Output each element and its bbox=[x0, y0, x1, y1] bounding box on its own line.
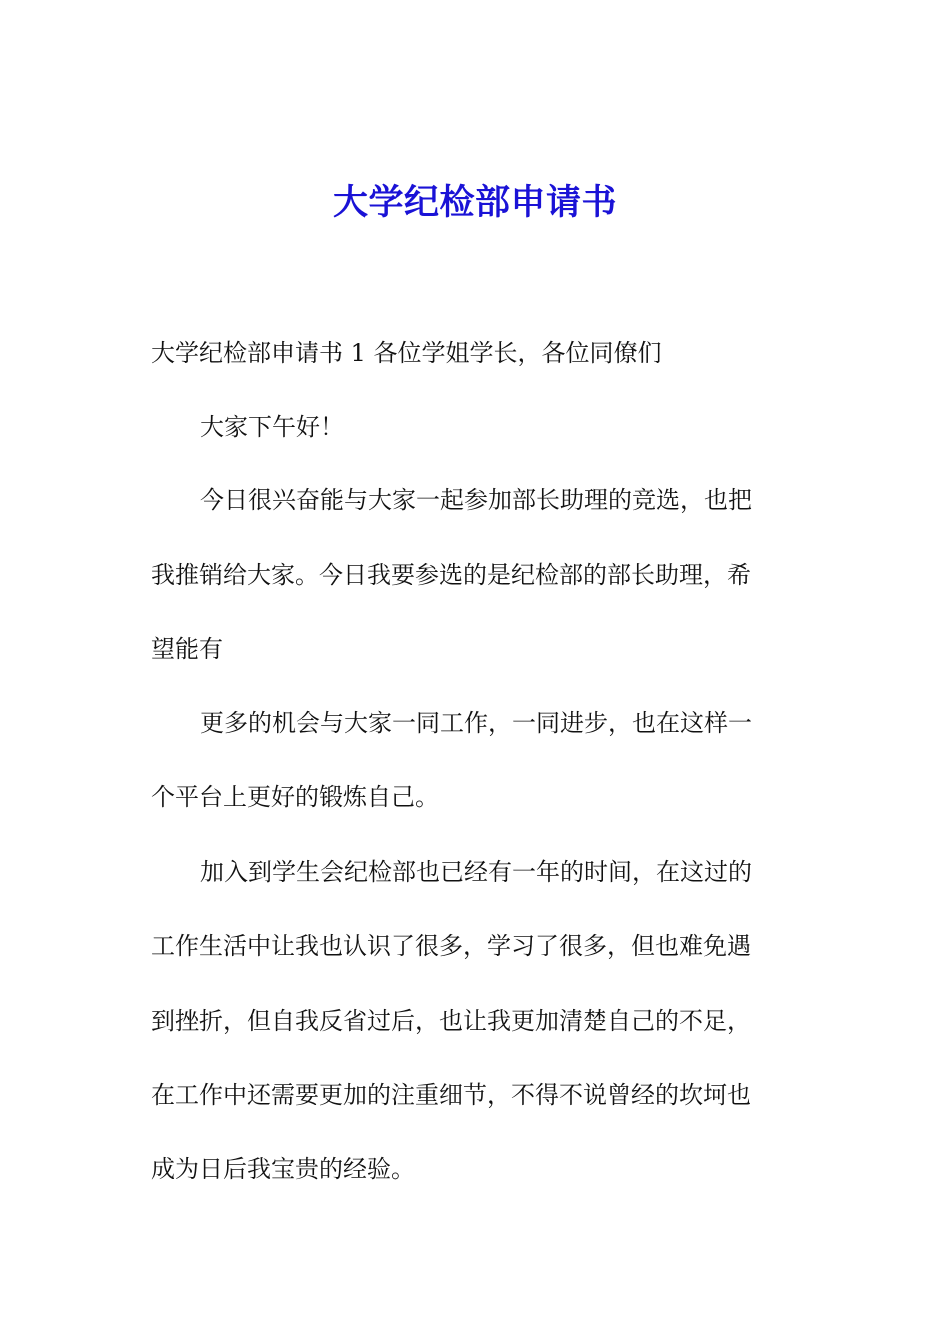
body-line-3: 今日很兴奋能与大家一起参加部长助理的竞选，也把 bbox=[200, 486, 752, 514]
body-line-1: 大学纪检部申请书 1 各位学姐学长，各位同僚们 bbox=[151, 339, 662, 367]
body-line-2: 大家下午好！ bbox=[200, 413, 344, 441]
body-line-5: 望能有 bbox=[151, 635, 223, 663]
body-line-7: 个平台上更好的锻炼自己。 bbox=[151, 783, 439, 811]
body-line-8: 加入到学生会纪检部也已经有一年的时间，在这过的 bbox=[200, 858, 752, 886]
body-line-12: 成为日后我宝贵的经验。 bbox=[151, 1155, 415, 1183]
body-line-6: 更多的机会与大家一同工作，一同进步，也在这样一 bbox=[200, 709, 752, 737]
body-line-4: 我推销给大家。今日我要参选的是纪检部的部长助理，希 bbox=[151, 561, 751, 589]
body-line-10: 到挫折，但自我反省过后，也让我更加清楚自己的不足， bbox=[151, 1007, 751, 1035]
body-line-9: 工作生活中让我也认识了很多，学习了很多，但也难免遇 bbox=[151, 932, 751, 960]
body-line-11: 在工作中还需要更加的注重细节，不得不说曾经的坎坷也 bbox=[151, 1081, 751, 1109]
document-title: 大学纪检部申请书 bbox=[332, 183, 617, 223]
